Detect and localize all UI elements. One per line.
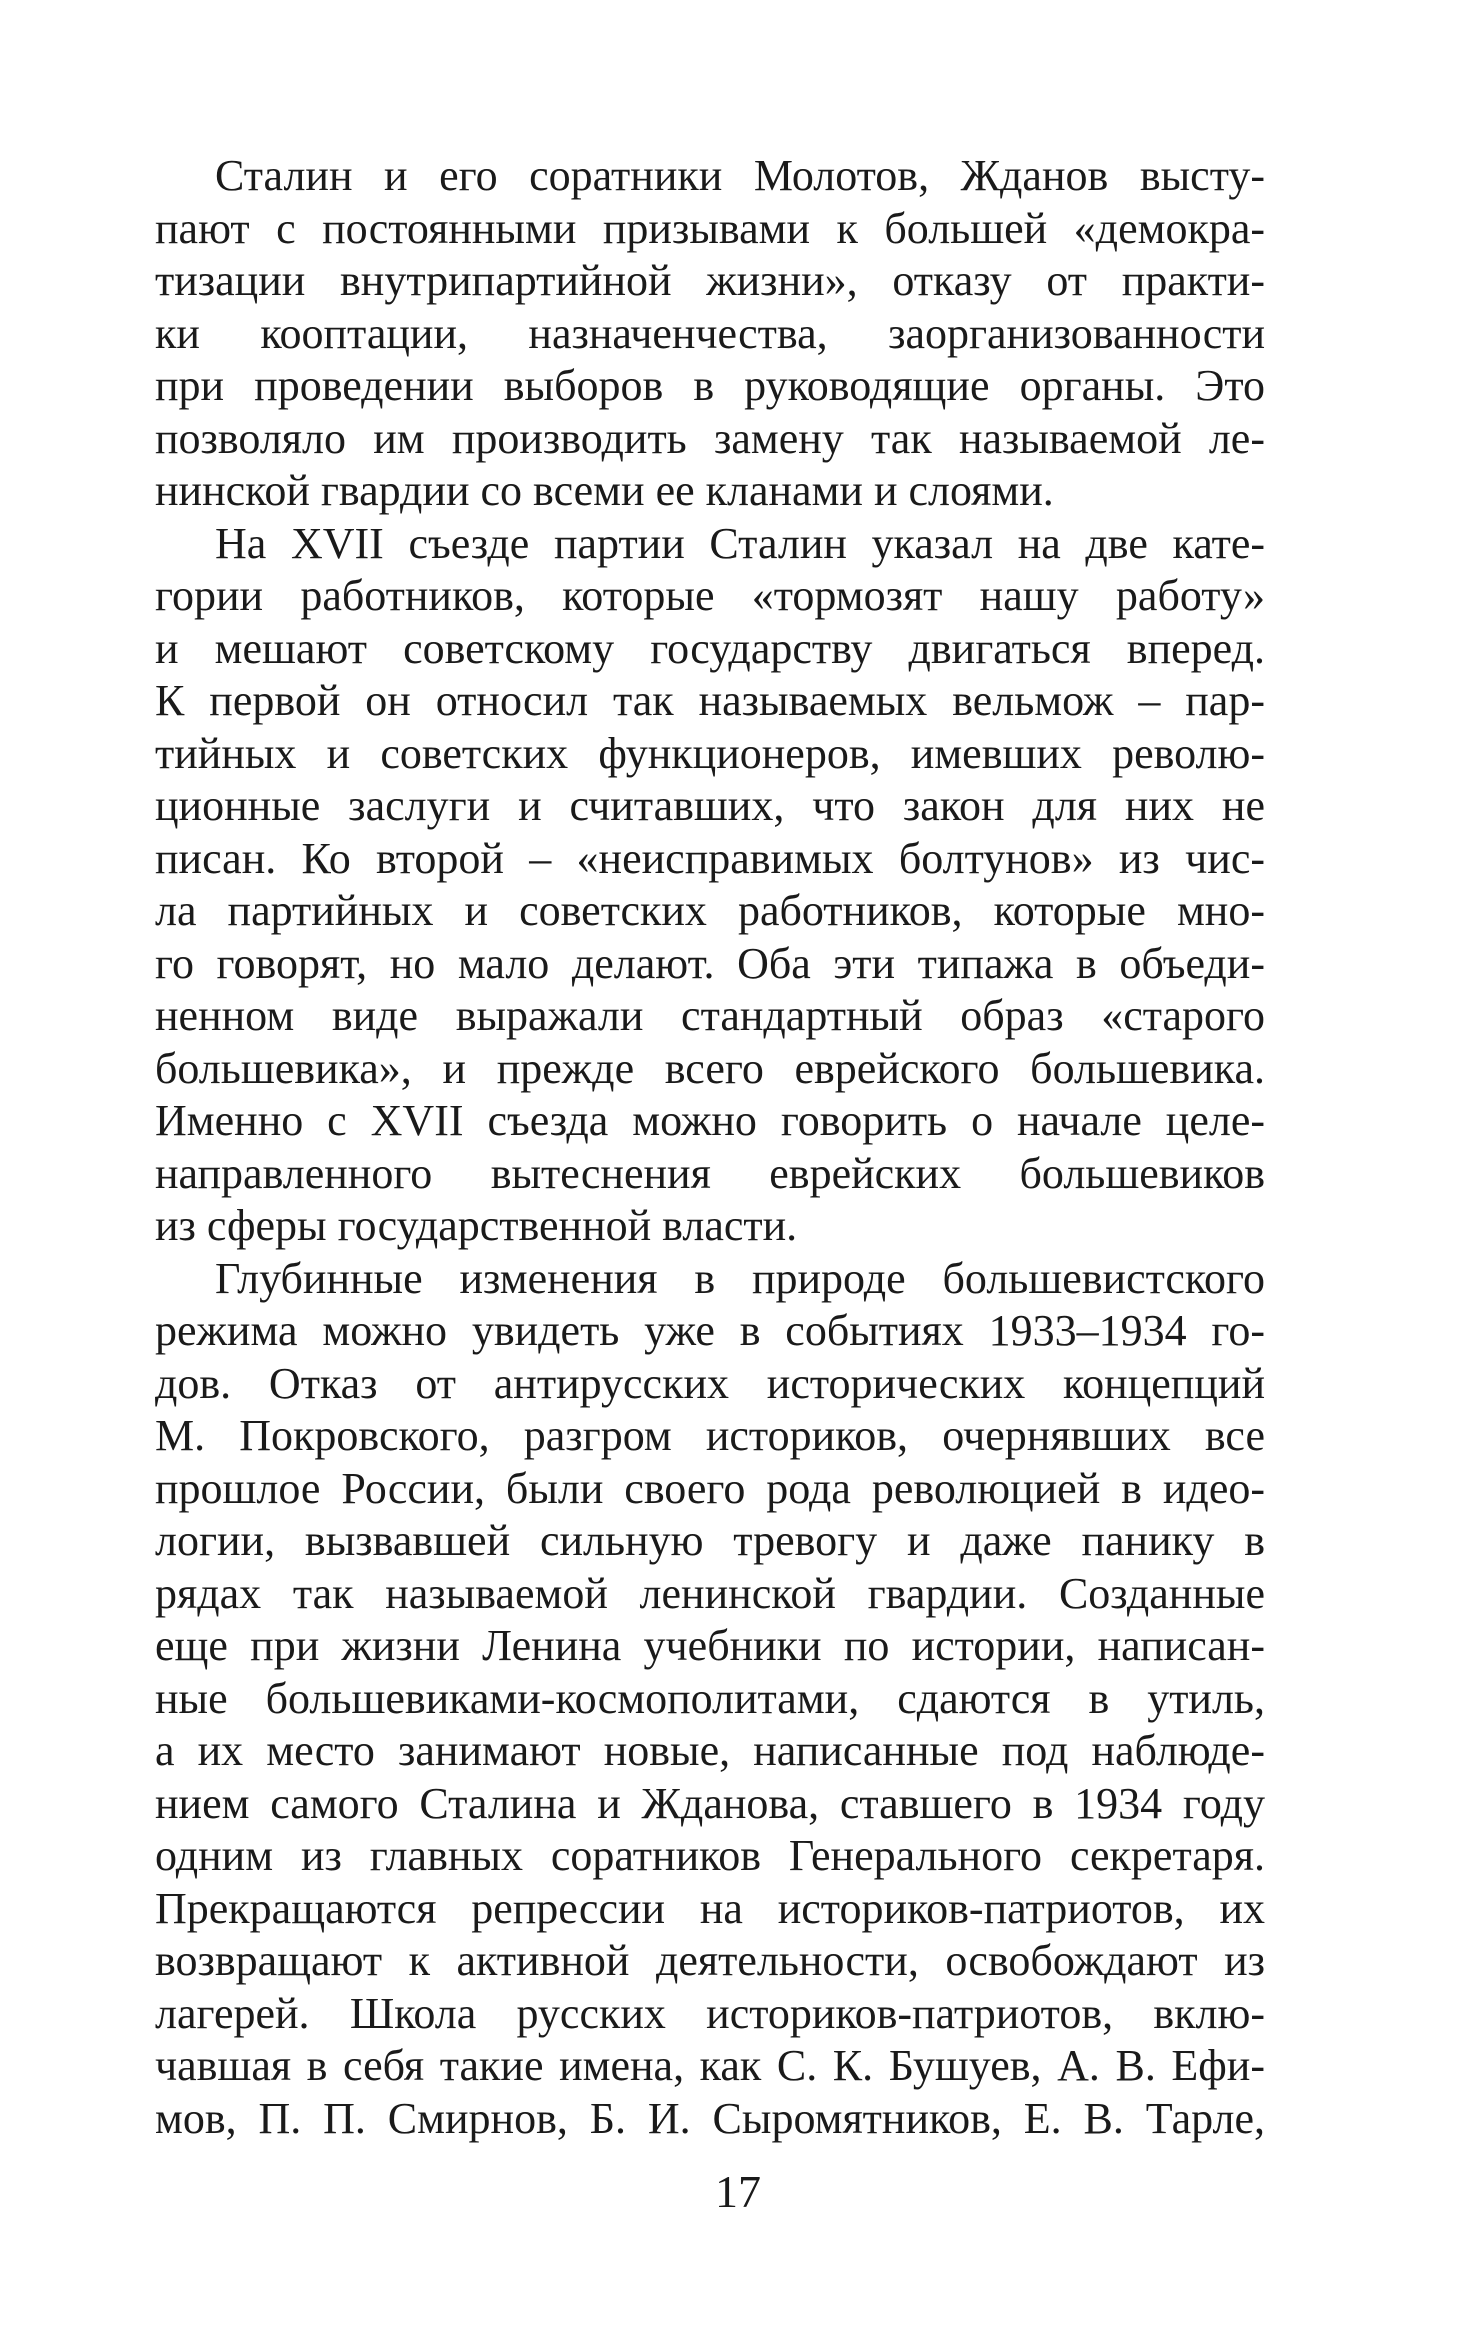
text-line: К первой он относил так называемых вельмож – пар- bbox=[155, 676, 1265, 725]
text-line: М. Покровского, разгром историков, очернявших все bbox=[155, 1411, 1265, 1460]
paragraph bbox=[155, 1253, 1265, 2146]
text-line: Именно с XVII съезда можно говорить о начале целе- bbox=[155, 1096, 1265, 1145]
text-line: ные большевиками-космополитами, сдаются в утиль, bbox=[155, 1673, 1265, 1723]
text-line: рядах так называемой ленинской гвардии. Созданные bbox=[155, 1568, 1265, 1618]
text-line: чавшая в себя такие имена, как С. К. Бушуев, А. В. Ефи- bbox=[155, 2041, 1265, 2090]
text-line: мов, П. П. Смирнов, Б. И. Сыромятников, Е. В. Тарле, bbox=[155, 2093, 1265, 2143]
text-line: прошлое России, были своего рода революцией в идео- bbox=[155, 1463, 1265, 1513]
text-line: лагерей. Школа русских историков-патриотов, вклю- bbox=[155, 1988, 1265, 2038]
text-line: гории работников, которые «тормозят нашу работу» bbox=[155, 571, 1265, 620]
text-line: тийных и советских функционеров, имевших револю- bbox=[155, 728, 1265, 778]
text-line: пают с постоянными призывами к большей «демокра- bbox=[155, 203, 1265, 253]
text-line: а их место занимают новые, написанные под наблюде- bbox=[155, 1726, 1265, 1775]
text-line: Сталин и его соратники Молотов, Жданов высту- bbox=[215, 151, 1265, 200]
text-line: режима можно увидеть уже в событиях 1933–1934 го- bbox=[155, 1306, 1265, 1355]
paragraph bbox=[155, 518, 1265, 1253]
text-line: Прекращаются репрессии на историков-патриотов, их bbox=[155, 1883, 1265, 1933]
text-line: На XVII съезде партии Сталин указал на две кате- bbox=[215, 518, 1265, 568]
text-line: писан. Ко второй – «неисправимых болтунов» из чис- bbox=[155, 833, 1265, 883]
text-line: ционные заслуги и считавших, что закон для них не bbox=[155, 781, 1265, 830]
text-line: одним из главных соратников Генерального секретаря. bbox=[155, 1831, 1265, 1880]
page-body bbox=[155, 150, 1265, 2145]
text-line: нинской гвардии со всеми ее кланами и слоями. bbox=[155, 466, 1054, 515]
text-line: позволяло им производить замену так называемой ле- bbox=[155, 413, 1265, 463]
paragraph bbox=[155, 150, 1265, 518]
text-line: ненном виде выражали стандартный образ «старого bbox=[155, 991, 1265, 1040]
text-line: Глубинные изменения в природе большевистского bbox=[215, 1253, 1265, 1303]
text-line: ла партийных и советских работников, которые мно- bbox=[155, 886, 1265, 935]
text-line: большевика», и прежде всего еврейского большевика. bbox=[155, 1043, 1265, 1093]
text-line: дов. Отказ от антирусских исторических концепций bbox=[155, 1358, 1265, 1408]
text-line: логии, вызвавшей сильную тревогу и даже панику в bbox=[155, 1516, 1265, 1565]
text-line: из сферы государственной власти. bbox=[155, 1201, 798, 1250]
text-line: возвращают к активной деятельности, освобождают из bbox=[155, 1936, 1265, 1985]
text-line: еще при жизни Ленина учебники по истории, написан- bbox=[155, 1621, 1265, 1670]
text-line: направленного вытеснения еврейских большевиков bbox=[155, 1148, 1265, 1198]
text-line: го говорят, но мало делают. Оба эти типажа в объеди- bbox=[155, 938, 1265, 988]
text-line: тизации внутрипартийной жизни», отказу от практи- bbox=[155, 256, 1265, 305]
text-line: при проведении выборов в руководящие органы. Это bbox=[155, 361, 1265, 410]
page-number: 17 bbox=[715, 2166, 761, 2217]
text-line: нием самого Сталина и Жданова, ставшего в 1934 году bbox=[155, 1778, 1265, 1828]
text-line: и мешают советскому государству двигаться вперед. bbox=[155, 623, 1265, 673]
text-line: ки кооптации, назначенчества, заорганизованности bbox=[155, 308, 1265, 358]
